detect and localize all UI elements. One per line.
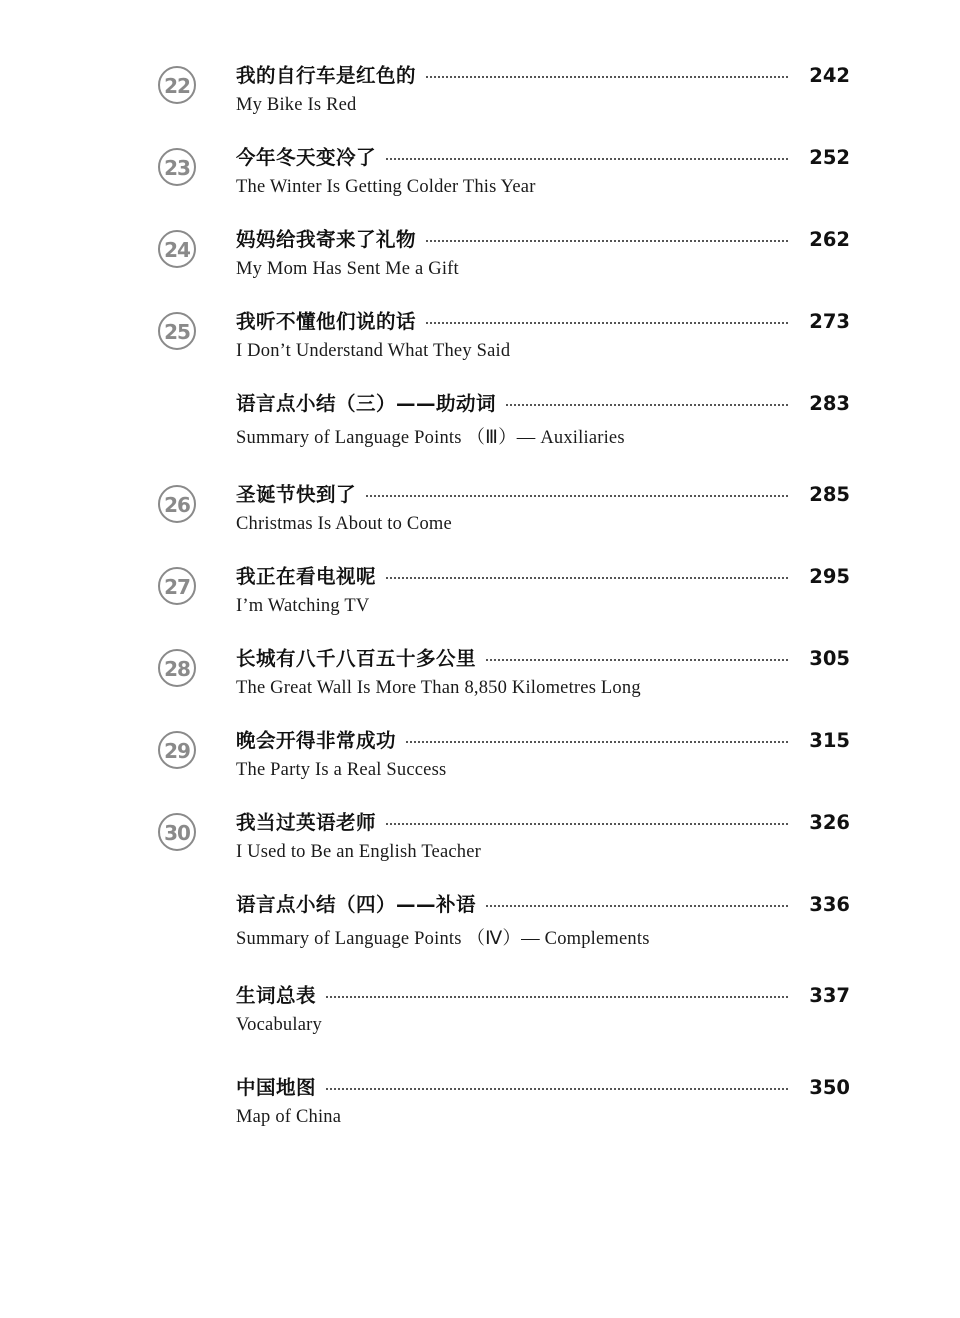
entry-page-number[interactable]: 285 [809,483,850,506]
entry-title-line [236,725,850,753]
entry-title-cn: 我的自行车是红色的 [236,64,417,87]
list-item[interactable] [140,306,850,362]
toc-list [140,60,850,1128]
entry-title-en: Christmas Is About to Come [236,514,452,534]
chapter-number-badge: 28 [158,649,196,687]
entry-title-cn: 中国地图 [236,1076,317,1099]
entry-title-en: Summary of Language Points （Ⅳ）— Complements [236,929,650,949]
list-item[interactable] [140,889,850,950]
entry-title-line [236,60,850,88]
list-item[interactable] [140,479,850,535]
leader-dots [326,996,788,998]
entry-body [236,561,850,617]
entry-title-cn: 语言点小结（四）——补语 [236,893,477,916]
entry-title-cn: 我当过英语老师 [236,811,377,834]
list-item[interactable] [140,561,850,617]
chapter-number-badge: 24 [158,230,196,268]
leader-dots [386,823,788,825]
entry-page-number[interactable]: 350 [809,1076,850,1099]
entry-title-line [236,643,850,671]
leader-dots [386,577,788,579]
leader-dots [326,1088,788,1090]
list-item[interactable] [140,725,850,781]
list-item[interactable] [140,980,850,1036]
entry-title-en: I Used to Be an English Teacher [236,842,481,862]
entry-title-line [236,980,850,1008]
entry-title-cn: 语言点小结（三）——助动词 [236,392,497,415]
list-item[interactable] [140,1072,850,1128]
entry-page-number[interactable]: 315 [809,729,850,752]
entry-body [236,725,850,781]
entry-body [236,388,850,449]
chapter-number-badge: 25 [158,312,196,350]
list-item[interactable] [140,142,850,198]
leader-dots [506,404,788,406]
leader-dots [486,659,788,661]
entry-body [236,1072,850,1128]
list-item[interactable] [140,807,850,863]
entry-title-cn: 长城有八千八百五十多公里 [236,647,477,670]
entry-body [236,60,850,116]
entry-title-en: Map of China [236,1107,342,1127]
entry-title-line [236,561,850,589]
list-item[interactable] [140,388,850,449]
leader-dots [426,322,788,324]
entry-body [236,889,850,950]
chapter-number-badge: 26 [158,485,196,523]
entry-title-line [236,142,850,170]
entry-title-line [236,889,850,917]
entry-page-number[interactable]: 336 [809,893,850,916]
entry-title-line [236,224,850,252]
entry-page-number[interactable]: 262 [809,228,850,251]
leader-dots [426,240,788,242]
chapter-number-badge: 22 [158,66,196,104]
entry-title-en: Summary of Language Points （Ⅲ）— Auxiliaries [236,428,625,448]
entry-title-en: The Great Wall Is More Than 8,850 Kilometres Long [236,678,641,698]
entry-page-number[interactable]: 305 [809,647,850,670]
entry-title-cn: 妈妈给我寄来了礼物 [236,228,417,251]
entry-page-number[interactable]: 283 [809,392,850,415]
chapter-number-badge: 29 [158,731,196,769]
entry-body [236,980,850,1036]
entry-title-en: The Party Is a Real Success [236,760,447,780]
chapter-number-badge: 27 [158,567,196,605]
entry-title-cn: 晚会开得非常成功 [236,729,397,752]
entry-title-line [236,1072,850,1100]
chapter-number-badge: 30 [158,813,196,851]
entry-body [236,643,850,699]
leader-dots [486,905,788,907]
list-item[interactable] [140,60,850,116]
entry-body [236,807,850,863]
entry-page-number[interactable]: 295 [809,565,850,588]
leader-dots [386,158,788,160]
entry-title-en: I Don’t Understand What They Said [236,341,511,361]
entry-page-number[interactable]: 273 [809,310,850,333]
entry-title-en: I’m Watching TV [236,596,370,616]
entry-body [236,479,850,535]
entry-body [236,306,850,362]
entry-title-en: The Winter Is Getting Colder This Year [236,177,536,197]
entry-title-cn: 今年冬天变冷了 [236,146,377,169]
entry-page-number[interactable]: 337 [809,984,850,1007]
leader-dots [426,76,788,78]
entry-title-cn: 我正在看电视呢 [236,565,377,588]
leader-dots [406,741,788,743]
list-item[interactable] [140,643,850,699]
entry-title-cn: 我听不懂他们说的话 [236,310,417,333]
entry-page-number[interactable]: 326 [809,811,850,834]
entry-title-en: My Mom Has Sent Me a Gift [236,259,459,279]
entry-title-line [236,388,850,416]
entry-body [236,142,850,198]
entry-title-en: My Bike Is Red [236,95,357,115]
list-item[interactable] [140,224,850,280]
entry-title-cn: 圣诞节快到了 [236,483,357,506]
entry-title-cn: 生词总表 [236,984,317,1007]
entry-page-number[interactable]: 252 [809,146,850,169]
entry-title-line [236,807,850,835]
entry-title-line [236,306,850,334]
entry-page-number[interactable]: 242 [809,64,850,87]
entry-title-en: Vocabulary [236,1015,322,1035]
entry-body [236,224,850,280]
chapter-number-badge: 23 [158,148,196,186]
entry-title-line [236,479,850,507]
leader-dots [366,495,788,497]
